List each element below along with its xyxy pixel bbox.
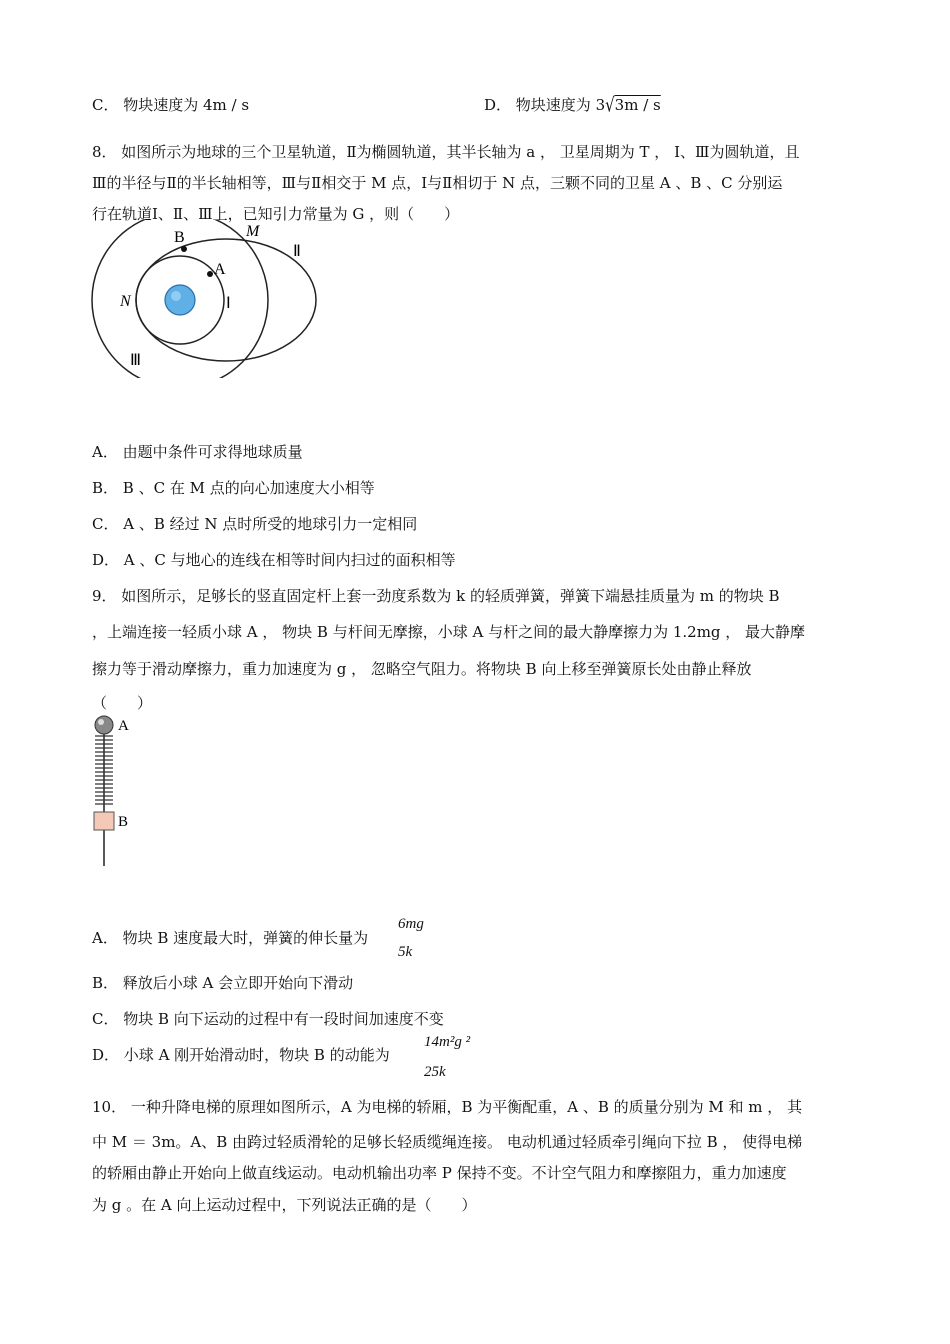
block-b (94, 812, 114, 830)
label-a: A (214, 261, 226, 278)
q8-stem-line-1: 8． 如图所示为地球的三个卫星轨道，Ⅱ为椭圆轨道，其半长轴为 a ， 卫星周期为 T ， Ⅰ、Ⅲ为圆轨道，且 (92, 143, 800, 161)
orbit-figure (88, 220, 324, 378)
spring-figure (88, 710, 148, 870)
point-b (181, 246, 187, 252)
q9-option-b: B． 释放后小球 A 会立即开始向下滑动 (92, 974, 354, 992)
label-spring-a: A (118, 718, 129, 734)
earth-highlight (171, 291, 181, 301)
q8-option-b: B． B 、C 在 M 点的向心加速度大小相等 (92, 479, 375, 497)
q9-bracket: （ ） (92, 694, 153, 712)
q8-option-a: A． 由题中条件可求得地球质量 (92, 443, 303, 461)
q9-option-a-denominator: 5k (398, 944, 413, 960)
q9-option-d: D． 小球 A 刚开始滑动时，物块 B 的动能为 (92, 1046, 390, 1064)
q10-stem-line-4: 为 g 。在 A 向上运动过程中，下列说法正确的是（ ） (92, 1196, 477, 1214)
q8-stem-line-3: 行在轨道Ⅰ、Ⅱ、Ⅲ上，已知引力常量为 G ，则（ ） (92, 205, 460, 223)
point-a (207, 271, 213, 277)
q9-option-a-numerator: 6mg (398, 916, 424, 932)
q9-stem-line-2: ，上端连接一轻质小球 A ， 物块 B 与杆间无摩擦，小球 A 与杆之间的最大静摩擦力为 1.2mg ， 最大静摩 (92, 623, 806, 641)
q7-option-d-prefix: D． 物块速度为 3 (484, 96, 606, 114)
label-b: B (174, 229, 185, 246)
label-orbit-1: Ⅰ (226, 295, 231, 312)
q7-option-d (484, 94, 661, 115)
ball-highlight (98, 719, 104, 725)
label-n: N (120, 293, 131, 310)
label-spring-b: B (118, 814, 129, 830)
q8-option-c: C． A 、B 经过 N 点时所受的地球引力一定相同 (92, 515, 418, 533)
q10-stem-line-3: 的轿厢由静止开始向上做直线运动。电动机输出功率 P 保持不变。不计空气阻力和摩擦阻力，重力加速度 (92, 1164, 787, 1182)
q10-stem-line-2: 中 M ＝ 3m。A、B 由跨过轻质滑轮的足够长轻质缆绳连接。 电动机通过轻质牵引绳向下拉 B ， 使得电梯 (92, 1133, 803, 1151)
q9-option-d-denominator: 25k (424, 1064, 446, 1080)
q9-option-a: A． 物块 B 速度最大时，弹簧的伸长量为 (92, 929, 369, 947)
q9-option-c: C． 物块 B 向下运动的过程中有一段时间加速度不变 (92, 1010, 444, 1028)
q9-stem-line-1: 9． 如图所示，足够长的竖直固定杆上套一劲度系数为 k 的轻质弹簧，弹簧下端悬挂质量为 m 的物块 B (92, 587, 780, 605)
q7-option-d-rest: 3m / s (614, 96, 661, 114)
q9-option-d-numerator: 14m²g ² (424, 1034, 471, 1050)
q8-stem-line-2: Ⅲ的半径与Ⅱ的半长轴相等，Ⅲ与Ⅱ相交于 M 点，Ⅰ与Ⅱ相切于 N 点，三颗不同的卫星 A 、B 、C 分别运 (92, 174, 783, 192)
sqrt-icon: √ (605, 93, 615, 117)
earth-icon (165, 285, 195, 315)
q7-option-c: C． 物块速度为 4m / s (92, 96, 250, 114)
label-orbit-3: Ⅲ (130, 352, 142, 369)
q9-stem-line-3: 擦力等于滑动摩擦力，重力加速度为 g ， 忽略空气阻力。将物块 B 向上移至弹簧原长处由静止释放 (92, 660, 752, 678)
q8-option-d: D． A 、C 与地心的连线在相等时间内扫过的面积相等 (92, 551, 456, 569)
label-orbit-2: Ⅱ (293, 243, 301, 260)
label-m: M (246, 223, 260, 240)
ball-a (95, 716, 113, 734)
q10-stem-line-1: 10． 一种升降电梯的原理如图所示，A 为电梯的轿厢，B 为平衡配重，A 、B 的质量分别为 M 和 m ， 其 (92, 1098, 803, 1116)
